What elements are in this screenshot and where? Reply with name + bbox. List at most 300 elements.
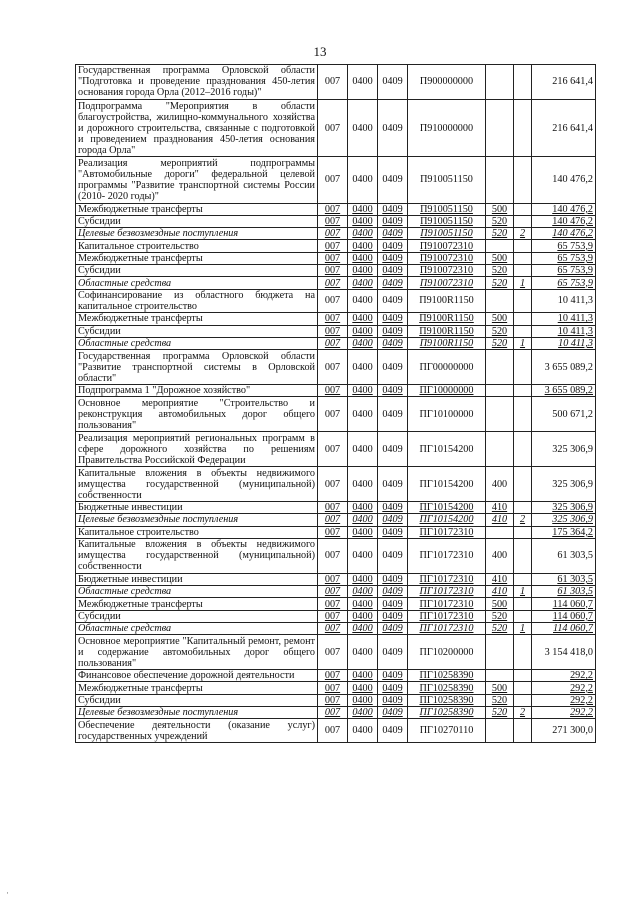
row-name: Межбюджетные трансферты [76, 252, 318, 264]
table-row [76, 350, 596, 385]
row-admin-code: 007 [318, 350, 348, 385]
row-section: 0400 [348, 313, 378, 325]
row-subsection: 0409 [378, 240, 408, 252]
row-name: Субсидии [76, 215, 318, 227]
row-source-code [514, 65, 532, 100]
row-name: Межбюджетные трансферты [76, 313, 318, 325]
row-subsection: 0409 [378, 385, 408, 397]
row-expense-type [486, 670, 514, 682]
row-expense-type [486, 432, 514, 467]
table-row [76, 240, 596, 252]
row-target-code: ПГ10172310 [408, 610, 486, 622]
row-source-code [514, 573, 532, 585]
table-row [76, 432, 596, 467]
row-name: Целевые безвозмездные поступления [76, 228, 318, 240]
row-subsection: 0409 [378, 277, 408, 289]
row-admin-code: 007 [318, 289, 348, 313]
row-expense-type: 410 [486, 573, 514, 585]
row-name: Обеспечение деятельности (оказание услуг) государственных учреждений [76, 719, 318, 743]
row-section: 0400 [348, 622, 378, 634]
table-row [76, 228, 596, 240]
row-amount: 65 753,9 [532, 277, 596, 289]
row-amount: 140 476,2 [532, 215, 596, 227]
row-subsection: 0409 [378, 215, 408, 227]
row-amount: 61 303,5 [532, 586, 596, 598]
row-expense-type: 410 [486, 514, 514, 526]
row-target-code: ПГ10172310 [408, 622, 486, 634]
row-source-code: 1 [514, 277, 532, 289]
row-admin-code: 007 [318, 337, 348, 349]
row-target-code: ПГ10154200 [408, 514, 486, 526]
table-row [76, 694, 596, 706]
row-section: 0400 [348, 694, 378, 706]
row-section: 0400 [348, 325, 378, 337]
row-admin-code: 007 [318, 682, 348, 694]
row-amount: 325 306,9 [532, 514, 596, 526]
row-source-code [514, 502, 532, 514]
row-target-code: П9100R1150 [408, 325, 486, 337]
table-row [76, 215, 596, 227]
row-source-code [514, 610, 532, 622]
row-subsection: 0409 [378, 694, 408, 706]
row-target-code: ПГ10258390 [408, 694, 486, 706]
row-target-code: П910051150 [408, 157, 486, 203]
row-name: Реализация мероприятий подпрограммы "Автомобильные дороги" федеральной целевой программы "Развитие транспортной системы России (2010- 2020 годы)" [76, 157, 318, 203]
row-admin-code: 007 [318, 325, 348, 337]
row-target-code: ПГ10172310 [408, 573, 486, 585]
row-expense-type [486, 526, 514, 538]
table-row [76, 467, 596, 502]
row-admin-code: 007 [318, 99, 348, 157]
row-amount: 3 655 089,2 [532, 350, 596, 385]
row-admin-code: 007 [318, 157, 348, 203]
row-target-code: П910072310 [408, 265, 486, 277]
row-target-code: П910051150 [408, 203, 486, 215]
row-subsection: 0409 [378, 598, 408, 610]
row-subsection: 0409 [378, 719, 408, 743]
row-subsection: 0409 [378, 610, 408, 622]
row-subsection: 0409 [378, 467, 408, 502]
row-source-code [514, 157, 532, 203]
row-target-code: П9100R1150 [408, 337, 486, 349]
row-target-code: П900000000 [408, 65, 486, 100]
row-source-code [514, 694, 532, 706]
table-row [76, 313, 596, 325]
row-admin-code: 007 [318, 432, 348, 467]
table-row [76, 502, 596, 514]
row-source-code: 1 [514, 337, 532, 349]
row-subsection: 0409 [378, 325, 408, 337]
row-name: Софинансирование из областного бюджета на капитальное строительство [76, 289, 318, 313]
row-subsection: 0409 [378, 707, 408, 719]
budget-table-body [76, 65, 596, 743]
row-subsection: 0409 [378, 203, 408, 215]
row-expense-type [486, 397, 514, 432]
row-expense-type [486, 719, 514, 743]
row-source-code: 2 [514, 514, 532, 526]
row-admin-code: 007 [318, 694, 348, 706]
row-source-code [514, 397, 532, 432]
row-name: Подпрограмма 1 "Дорожное хозяйство" [76, 385, 318, 397]
row-admin-code: 007 [318, 707, 348, 719]
row-name: Капитальное строительство [76, 240, 318, 252]
row-expense-type: 520 [486, 215, 514, 227]
table-row [76, 277, 596, 289]
row-source-code [514, 385, 532, 397]
row-source-code [514, 203, 532, 215]
row-admin-code: 007 [318, 467, 348, 502]
row-amount: 292,2 [532, 707, 596, 719]
row-target-code: П9100R1150 [408, 289, 486, 313]
row-target-code: П910072310 [408, 277, 486, 289]
row-section: 0400 [348, 252, 378, 264]
row-expense-type [486, 385, 514, 397]
table-row [76, 598, 596, 610]
row-name: Государственная программа Орловской области "Развитие транспортной системы в Орловской области" [76, 350, 318, 385]
row-expense-type: 410 [486, 586, 514, 598]
row-amount: 65 753,9 [532, 240, 596, 252]
row-amount: 61 303,5 [532, 573, 596, 585]
row-amount: 10 411,3 [532, 313, 596, 325]
row-section: 0400 [348, 514, 378, 526]
row-amount: 292,2 [532, 694, 596, 706]
row-subsection: 0409 [378, 337, 408, 349]
row-target-code: ПГ10172310 [408, 526, 486, 538]
row-subsection: 0409 [378, 670, 408, 682]
row-name: Областные средства [76, 622, 318, 634]
row-target-code: ПГ10172310 [408, 586, 486, 598]
row-admin-code: 007 [318, 573, 348, 585]
row-name: Бюджетные инвестиции [76, 502, 318, 514]
row-expense-type: 520 [486, 707, 514, 719]
row-expense-type: 520 [486, 610, 514, 622]
row-admin-code: 007 [318, 598, 348, 610]
row-subsection: 0409 [378, 573, 408, 585]
row-subsection: 0409 [378, 157, 408, 203]
row-amount: 271 300,0 [532, 719, 596, 743]
row-expense-type: 520 [486, 337, 514, 349]
row-amount: 114 060,7 [532, 598, 596, 610]
row-section: 0400 [348, 707, 378, 719]
row-name: Субсидии [76, 265, 318, 277]
row-source-code [514, 252, 532, 264]
row-section: 0400 [348, 157, 378, 203]
table-row [76, 265, 596, 277]
row-expense-type: 500 [486, 682, 514, 694]
row-amount: 3 154 418,0 [532, 635, 596, 670]
row-section: 0400 [348, 228, 378, 240]
table-row [76, 337, 596, 349]
row-section: 0400 [348, 573, 378, 585]
page-number: 13 [313, 44, 327, 59]
row-target-code: ПГ10154200 [408, 432, 486, 467]
row-section: 0400 [348, 203, 378, 215]
row-subsection: 0409 [378, 65, 408, 100]
row-name: Целевые безвозмездные поступления [76, 514, 318, 526]
table-row [76, 289, 596, 313]
row-section: 0400 [348, 385, 378, 397]
row-admin-code: 007 [318, 610, 348, 622]
row-target-code: ПГ10258390 [408, 707, 486, 719]
row-amount: 216 641,4 [532, 99, 596, 157]
row-target-code: П910051150 [408, 215, 486, 227]
row-source-code [514, 265, 532, 277]
row-expense-type: 500 [486, 313, 514, 325]
row-amount: 140 476,2 [532, 203, 596, 215]
row-subsection: 0409 [378, 99, 408, 157]
table-row [76, 573, 596, 585]
row-section: 0400 [348, 586, 378, 598]
row-source-code [514, 325, 532, 337]
row-target-code: ПГ10172310 [408, 598, 486, 610]
row-section: 0400 [348, 277, 378, 289]
budget-table [75, 64, 596, 743]
row-section: 0400 [348, 598, 378, 610]
row-target-code: ПГ10000000 [408, 385, 486, 397]
table-row [76, 526, 596, 538]
row-target-code: ПГ10258390 [408, 682, 486, 694]
row-subsection: 0409 [378, 514, 408, 526]
table-row [76, 719, 596, 743]
table-row [76, 157, 596, 203]
row-source-code [514, 526, 532, 538]
row-source-code [514, 719, 532, 743]
row-target-code: ПГ10172310 [408, 538, 486, 573]
row-source-code [514, 313, 532, 325]
row-section: 0400 [348, 99, 378, 157]
row-admin-code: 007 [318, 65, 348, 100]
table-row [76, 385, 596, 397]
row-section: 0400 [348, 432, 378, 467]
row-amount: 3 655 089,2 [532, 385, 596, 397]
row-section: 0400 [348, 467, 378, 502]
row-expense-type: 500 [486, 203, 514, 215]
row-target-code: ПГ10100000 [408, 397, 486, 432]
table-row [76, 538, 596, 573]
table-row [76, 670, 596, 682]
row-admin-code: 007 [318, 277, 348, 289]
row-amount: 216 641,4 [532, 65, 596, 100]
row-amount: 175 364,2 [532, 526, 596, 538]
row-admin-code: 007 [318, 397, 348, 432]
row-amount: 500 671,2 [532, 397, 596, 432]
row-expense-type: 520 [486, 265, 514, 277]
row-expense-type: 500 [486, 598, 514, 610]
row-expense-type: 410 [486, 502, 514, 514]
table-row [76, 622, 596, 634]
row-admin-code: 007 [318, 502, 348, 514]
row-name: Подпрограмма "Мероприятия в области благоустройства, жилищно-коммунального хозяйства и дорожного строительства, связанные с подготовкой и проведением празднования 450-летия основания города Орла" [76, 99, 318, 157]
row-section: 0400 [348, 719, 378, 743]
row-source-code [514, 635, 532, 670]
row-source-code [514, 598, 532, 610]
row-subsection: 0409 [378, 635, 408, 670]
row-admin-code: 007 [318, 228, 348, 240]
row-name: Межбюджетные трансферты [76, 598, 318, 610]
row-source-code [514, 670, 532, 682]
row-section: 0400 [348, 337, 378, 349]
row-expense-type: 520 [486, 325, 514, 337]
row-amount: 114 060,7 [532, 610, 596, 622]
row-amount: 140 476,2 [532, 228, 596, 240]
table-row [76, 325, 596, 337]
row-amount: 140 476,2 [532, 157, 596, 203]
row-admin-code: 007 [318, 313, 348, 325]
row-admin-code: 007 [318, 586, 348, 598]
row-expense-type: 400 [486, 538, 514, 573]
row-section: 0400 [348, 538, 378, 573]
row-admin-code: 007 [318, 215, 348, 227]
row-target-code: ПГ10270110 [408, 719, 486, 743]
row-subsection: 0409 [378, 586, 408, 598]
row-expense-type [486, 289, 514, 313]
row-expense-type: 520 [486, 622, 514, 634]
row-name: Финансовое обеспечение дорожной деятельности [76, 670, 318, 682]
row-target-code: ПГ10258390 [408, 670, 486, 682]
row-subsection: 0409 [378, 397, 408, 432]
row-name: Капитальные вложения в объекты недвижимого имущества государственной (муниципальной) собственности [76, 538, 318, 573]
row-admin-code: 007 [318, 719, 348, 743]
table-row [76, 707, 596, 719]
row-expense-type: 400 [486, 467, 514, 502]
row-admin-code: 007 [318, 240, 348, 252]
row-source-code [514, 240, 532, 252]
row-admin-code: 007 [318, 265, 348, 277]
row-name: Целевые безвозмездные поступления [76, 707, 318, 719]
row-name: Капитальные вложения в объекты недвижимого имущества государственной (муниципальной) собственности [76, 467, 318, 502]
row-source-code [514, 538, 532, 573]
row-target-code: П910051150 [408, 228, 486, 240]
row-name: Субсидии [76, 610, 318, 622]
table-row [76, 397, 596, 432]
row-name: Основное мероприятие "Строительство и реконструкция автомобильных дорог общего пользования" [76, 397, 318, 432]
row-amount: 65 753,9 [532, 265, 596, 277]
row-admin-code: 007 [318, 252, 348, 264]
row-name: Бюджетные инвестиции [76, 573, 318, 585]
row-expense-type [486, 99, 514, 157]
row-amount: 114 060,7 [532, 622, 596, 634]
row-section: 0400 [348, 635, 378, 670]
row-name: Субсидии [76, 325, 318, 337]
row-source-code: 1 [514, 586, 532, 598]
row-name: Государственная программа Орловской области "Подготовка и проведение празднования 450-летия основания города Орла (2012–2016 годы)" [76, 65, 318, 100]
row-admin-code: 007 [318, 385, 348, 397]
row-target-code: П910000000 [408, 99, 486, 157]
row-amount: 325 306,9 [532, 432, 596, 467]
row-name: Межбюджетные трансферты [76, 203, 318, 215]
row-source-code [514, 289, 532, 313]
row-section: 0400 [348, 610, 378, 622]
row-expense-type [486, 350, 514, 385]
row-name: Межбюджетные трансферты [76, 682, 318, 694]
row-section: 0400 [348, 670, 378, 682]
row-source-code: 1 [514, 622, 532, 634]
row-amount: 292,2 [532, 670, 596, 682]
row-source-code [514, 350, 532, 385]
row-name: Капитальное строительство [76, 526, 318, 538]
row-amount: 10 411,3 [532, 289, 596, 313]
row-name: Областные средства [76, 337, 318, 349]
row-amount: 292,2 [532, 682, 596, 694]
row-admin-code: 007 [318, 526, 348, 538]
row-amount: 65 753,9 [532, 252, 596, 264]
row-section: 0400 [348, 240, 378, 252]
row-section: 0400 [348, 502, 378, 514]
row-target-code: ПГ10154200 [408, 502, 486, 514]
row-subsection: 0409 [378, 313, 408, 325]
row-amount: 10 411,3 [532, 337, 596, 349]
row-subsection: 0409 [378, 228, 408, 240]
row-expense-type: 520 [486, 694, 514, 706]
row-source-code: 2 [514, 707, 532, 719]
row-source-code [514, 99, 532, 157]
row-source-code [514, 215, 532, 227]
row-section: 0400 [348, 682, 378, 694]
row-expense-type [486, 635, 514, 670]
row-target-code: П910072310 [408, 240, 486, 252]
table-row [76, 65, 596, 100]
row-section: 0400 [348, 215, 378, 227]
row-source-code [514, 682, 532, 694]
row-subsection: 0409 [378, 252, 408, 264]
table-row [76, 682, 596, 694]
row-admin-code: 007 [318, 514, 348, 526]
row-section: 0400 [348, 265, 378, 277]
row-target-code: П910072310 [408, 252, 486, 264]
row-subsection: 0409 [378, 350, 408, 385]
row-amount: 325 306,9 [532, 502, 596, 514]
row-subsection: 0409 [378, 502, 408, 514]
table-row [76, 203, 596, 215]
row-subsection: 0409 [378, 622, 408, 634]
row-admin-code: 007 [318, 203, 348, 215]
row-subsection: 0409 [378, 526, 408, 538]
row-source-code [514, 432, 532, 467]
row-expense-type: 520 [486, 277, 514, 289]
row-amount: 10 411,3 [532, 325, 596, 337]
table-row [76, 586, 596, 598]
row-expense-type: 500 [486, 252, 514, 264]
row-subsection: 0409 [378, 432, 408, 467]
table-row [76, 635, 596, 670]
row-source-code: 2 [514, 228, 532, 240]
row-name: Реализация мероприятий региональных программ в сфере дорожного хозяйства по решениям Правительства Российской Федерации [76, 432, 318, 467]
row-admin-code: 007 [318, 635, 348, 670]
row-section: 0400 [348, 350, 378, 385]
row-expense-type [486, 65, 514, 100]
table-row [76, 99, 596, 157]
row-target-code: ПГ00000000 [408, 350, 486, 385]
row-section: 0400 [348, 65, 378, 100]
row-admin-code: 007 [318, 622, 348, 634]
row-target-code: ПГ10154200 [408, 467, 486, 502]
row-name: Основное мероприятие "Капитальный ремонт, ремонт и содержание автомобильных дорог общего пользования" [76, 635, 318, 670]
row-expense-type [486, 240, 514, 252]
row-section: 0400 [348, 289, 378, 313]
row-name: Областные средства [76, 586, 318, 598]
row-subsection: 0409 [378, 289, 408, 313]
row-target-code: П9100R1150 [408, 313, 486, 325]
row-name: Областные средства [76, 277, 318, 289]
row-expense-type: 520 [486, 228, 514, 240]
row-admin-code: 007 [318, 538, 348, 573]
table-row [76, 514, 596, 526]
row-source-code [514, 467, 532, 502]
edge-mark: · [6, 888, 9, 898]
row-target-code: ПГ10200000 [408, 635, 486, 670]
row-section: 0400 [348, 397, 378, 432]
row-amount: 61 303,5 [532, 538, 596, 573]
